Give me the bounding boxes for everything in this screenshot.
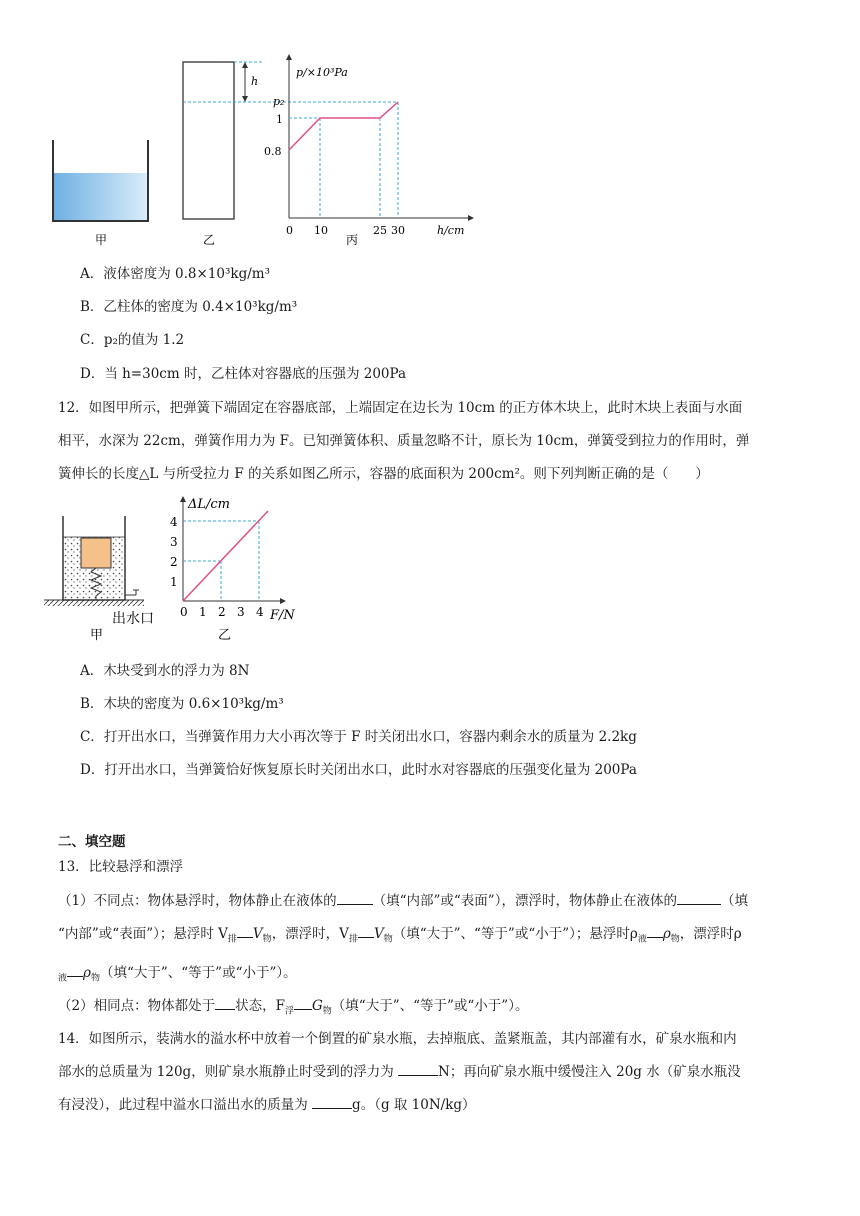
q12-option-a: A．木块受到水的浮力为 8N bbox=[80, 663, 250, 679]
tick-y-1: 1 bbox=[170, 575, 178, 589]
label-jia-2: 甲 bbox=[90, 628, 104, 643]
tick-x-0: 0 bbox=[180, 605, 188, 619]
blank-6[interactable] bbox=[67, 962, 83, 977]
blank-1[interactable] bbox=[337, 890, 373, 905]
tick-y-2: 2 bbox=[170, 555, 178, 569]
q12-figure bbox=[40, 494, 320, 644]
x-axis-label-2: F/N bbox=[270, 608, 295, 623]
tick-x10: 10 bbox=[314, 224, 328, 237]
q11-figure bbox=[40, 48, 490, 248]
tick-x-3: 3 bbox=[237, 605, 245, 619]
x-axis-label: h/cm bbox=[437, 224, 465, 237]
label-yi-2: 乙 bbox=[218, 628, 232, 643]
q14-line-1: 14．如图所示，装满水的溢水杯中放着一个倒置的矿泉水瓶，去掉瓶底、盖紧瓶盖，其内部灌有水，矿泉水瓶和内 bbox=[58, 1031, 737, 1047]
label-h: h bbox=[251, 75, 259, 88]
blank-8[interactable] bbox=[294, 995, 312, 1010]
blank-9[interactable] bbox=[398, 1061, 438, 1076]
label-jia: 甲 bbox=[95, 233, 108, 247]
q14-line-3: 有浸没），此过程中溢水口溢出水的质量为 g。（g 取 10N/kg） bbox=[58, 1094, 820, 1116]
label-yi: 乙 bbox=[203, 233, 216, 247]
blank-2[interactable] bbox=[677, 890, 721, 905]
q12-stem-line-1: 12．如图甲所示，把弹簧下端固定在容器底部，上端固定在边长为 10cm 的正方体木块上，此时木块上表面与水面 bbox=[58, 400, 743, 416]
tick-x-1: 1 bbox=[199, 605, 207, 619]
label-outlet: 出水口 bbox=[112, 611, 154, 627]
container-jia bbox=[53, 140, 148, 221]
y-axis-label-2: ΔL/cm bbox=[188, 497, 231, 512]
tick-x30: 30 bbox=[391, 224, 405, 237]
q11-option-a: A．液体密度为 0.8×10³kg/m³ bbox=[80, 266, 270, 282]
q11-option-c: C．p₂的值为 1.2 bbox=[80, 332, 185, 348]
tick-y-3: 3 bbox=[170, 535, 178, 549]
blank-5[interactable] bbox=[647, 923, 663, 938]
tick-1: 1 bbox=[276, 113, 283, 126]
label-bing: 丙 bbox=[346, 233, 359, 247]
blank-4[interactable] bbox=[358, 923, 374, 938]
blank-7[interactable] bbox=[215, 995, 235, 1010]
blank-3[interactable] bbox=[237, 923, 253, 938]
q12-option-b: B．木块的密度为 0.6×10³kg/m³ bbox=[80, 696, 284, 712]
q11-option-b: B．乙柱体的密度为 0.4×10³kg/m³ bbox=[80, 299, 298, 315]
blank-10[interactable] bbox=[312, 1094, 352, 1109]
tick-p2: p₂ bbox=[273, 95, 285, 108]
q13-part-1: （1）不同点：物体悬浮时，物体静止在液体的 （填“内部”或“表面”），漂浮时，物体静止在液体的 （填 “内部”或“表面”）；悬浮时 $V_排$ $V_物$，漂浮时，$V_排$ $V_物$（填“大于”、“等于”或“小于”）；悬浮时$\rho_液$ $\rho_物$，漂浮时ρ $_液$ $\rho_物$（填“大于”、“等于”或“小于”）。 bbox=[58, 885, 818, 995]
q12-option-d: D．打开出水口，当弹簧恰好恢复原长时关闭出水口，此时水对容器底的压强变化量为 200Pa bbox=[80, 762, 637, 778]
spring-graph-line bbox=[183, 511, 268, 601]
column-yi bbox=[183, 62, 234, 219]
q14-line-2: 部水的总质量为 120g，则矿泉水瓶静止时受到的浮力为 N；再向矿泉水瓶中缓慢注入 20g 水（矿泉水瓶没 bbox=[58, 1061, 820, 1083]
tick-x0: 0 bbox=[286, 224, 293, 237]
q13-title: 13．比较悬浮和漂浮 bbox=[58, 859, 184, 875]
y-axis-label: p/×10³Pa bbox=[296, 66, 348, 79]
tick-x25: 25 bbox=[373, 224, 387, 237]
tick-0.8: 0.8 bbox=[264, 145, 282, 158]
q13-part-2: （2）相同点：物体都处于 状态，$F_浮$ $G_物$（填“大于”、“等于”或“小于”）。 bbox=[58, 995, 820, 1023]
tick-x-2: 2 bbox=[218, 605, 226, 619]
wood-block bbox=[81, 538, 111, 568]
pressure-graph-line bbox=[289, 102, 398, 150]
tick-y-4: 4 bbox=[170, 515, 178, 529]
q11-option-d: D．当 h=30cm 时，乙柱体对容器底的压强为 200Pa bbox=[80, 366, 407, 382]
section-title: 二、填空题 bbox=[58, 834, 126, 850]
q12-stem-line-2: 相平，水深为 22cm，弹簧作用力为 F。已知弹簧体积、质量忽略不计，原长为 10cm，弹簧受到拉力的作用时，弹 bbox=[58, 433, 750, 449]
q12-stem-line-3: 簧伸长的长度△L 与所受拉力 F 的关系如图乙所示，容器的底面积为 200cm²。则下列判断正确的是（ ） bbox=[58, 466, 709, 482]
q12-option-c: C．打开出水口，当弹簧作用力大小再次等于 F 时关闭出水口，容器内剩余水的质量为 2.2kg bbox=[80, 729, 637, 745]
tick-x-4: 4 bbox=[256, 605, 264, 619]
